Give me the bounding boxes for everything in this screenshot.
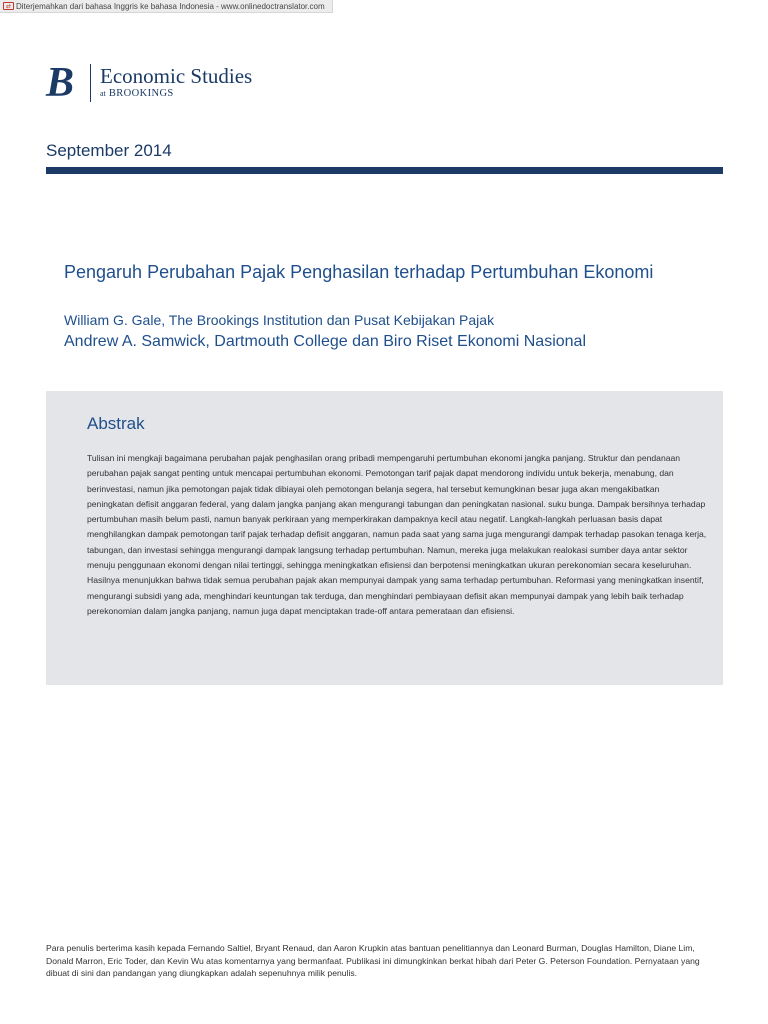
- header-rule: [46, 167, 723, 174]
- logo-org: BROOKINGS: [108, 88, 174, 99]
- document-title: Pengaruh Perubahan Pajak Penghasilan terhadap Pertumbuhan Ekonomi: [64, 262, 654, 282]
- logo-divider: [90, 64, 91, 102]
- logo-at: at: [100, 89, 106, 98]
- logo-title: Economic Studies: [100, 64, 253, 88]
- translator-banner[interactable]: [0, 0, 333, 13]
- logo-subtitle: [100, 87, 252, 101]
- brookings-logo: [46, 60, 253, 106]
- abstract-box: [46, 391, 723, 685]
- translator-banner-text[interactable]: Diterjemahkan dari bahasa Inggris ke bahasa Indonesia - www.onlinedoctranslator.com: [16, 1, 325, 11]
- logo-mark: B: [46, 60, 75, 106]
- author-line-1: William G. Gale, The Brookings Institution dan Pusat Kebijakan Pajak: [64, 312, 495, 328]
- author-line-2: Andrew A. Samwick, Dartmouth College dan Biro Riset Ekonomi Nasional: [64, 333, 587, 350]
- abstract-heading: Abstrak: [87, 414, 145, 433]
- logo-text: [100, 65, 252, 101]
- publication-date: September 2014: [46, 141, 172, 160]
- acknowledgement-footnote: Para penulis berterima kasih kepada Fernando Saltiel, Bryant Renaud, dan Aaron Krupkin atas bantuan penelitiannya dan Leonard Burman, Douglas Hamilton, Diane Lim, Donald Marron, Eric Toder, dan Kevin Wu atas komentarnya yang bermanfaat. Publikasi ini dimungkinkan berkat hibah dari Peter G. Peterson Foundation. Pernyataan yang dibuat di sini dan pandangan yang diungkapkan adalah sepenuhnya milik penulis.: [46, 943, 700, 978]
- document-translate-icon: ⇄: [3, 2, 14, 10]
- abstract-body: Tulisan ini mengkaji bagaimana perubahan pajak penghasilan orang pribadi mempengaruhi pertumbuhan ekonomi jangka panjang. Struktur dan pendanaan perubahan pajak sangat penting untuk mencapai pertumbuhan ekonomi. Pemotongan tarif pajak dapat mendorong individu untuk bekerja, menabung, dan berinvestasi, namun jika pemotongan pajak tidak dibiayai oleh pemotongan belanja segera, hal tersebut kemungkinan besar juga akan mengakibatkan peningkatan defisit anggaran federal, yang dalam jangka panjang akan mengurangi tabungan dan peningkatan nasional. suku bunga. Dampak bersihnya terhadap pertumbuhan masih belum pasti, namun banyak perkiraan yang memperkirakan dampaknya kecil atau negatif. Langkah-langkah perluasan basis dapat menghilangkan dampak pemotongan tarif pajak terhadap defisit anggaran, namun pada saat yang sama juga mengurangi dampak terhadap pasokan tenaga kerja, tabungan, dan investasi sehingga mengurangi dampak langsung terhadap pertumbuhan. Namun, mereka juga melakukan realokasi sumber daya antar sektor menuju penggunaan ekonomi dengan nilai tertinggi, sehingga meningkatkan efisiensi dan berpotensi meningkatkan ukuran perekonomian secara keseluruhan. Hasilnya menunjukkan bahwa tidak semua perubahan pajak akan mempunyai dampak yang sama terhadap pertumbuhan. Reformasi yang meningkatkan insentif, mengurangi subsidi yang ada, menghindari keuntungan tak terduga, dan menghindari pembiayaan defisit akan mempunyai dampak yang lebih baik terhadap perekonomian dalam jangka panjang, namun juga dapat menciptakan trade-off antara pemerataan dan efisiensi.: [87, 453, 707, 616]
